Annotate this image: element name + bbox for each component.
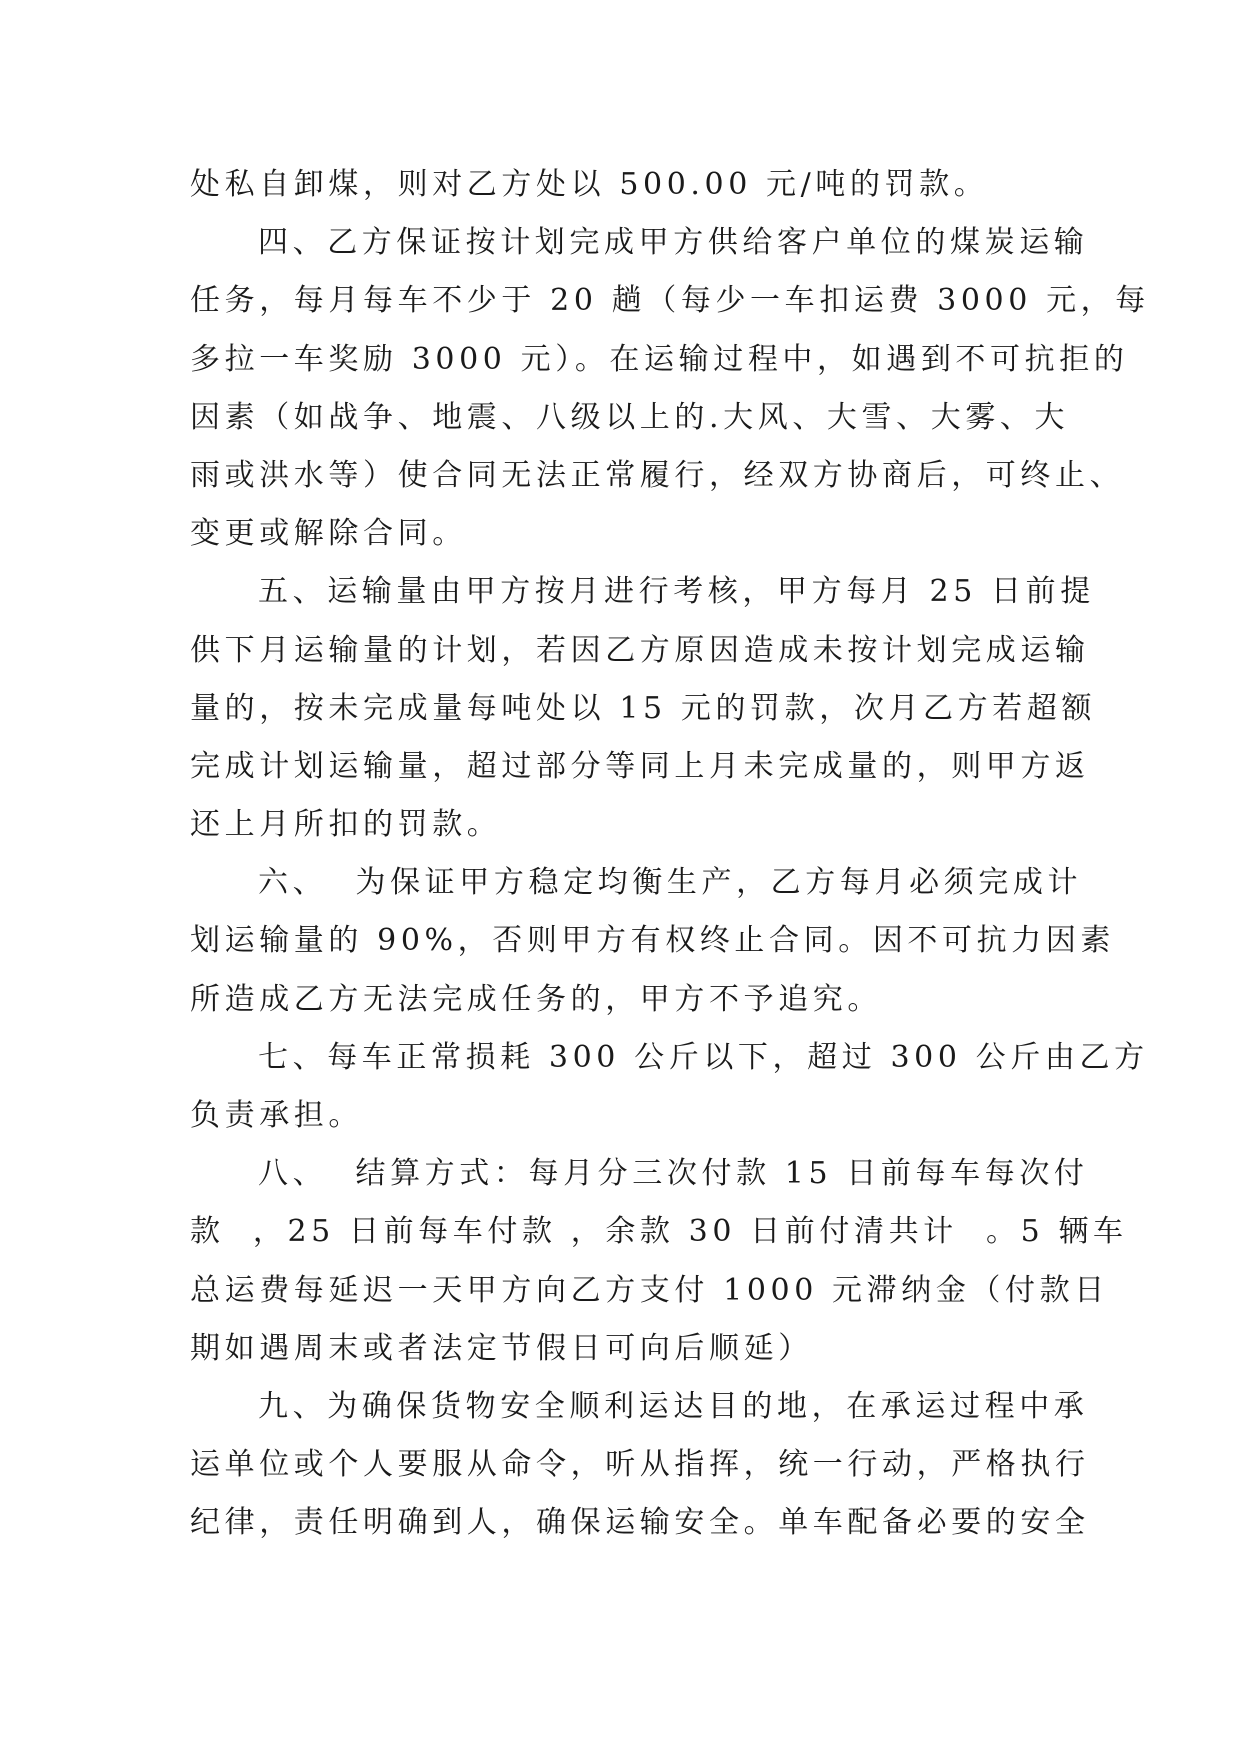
- text-line: 负责承担。: [190, 1098, 363, 1133]
- text-line: 雨或洪水等）使合同无法正常履行，经双方协商后，可终止、: [190, 457, 1125, 493]
- text-line: 五、运输量由甲方按月进行考核，甲方每月 25 日前提: [258, 574, 1095, 610]
- text-line: 完成计划运输量，超过部分等同上月未完成量的，则甲方返: [190, 748, 1090, 784]
- text-line: 因素（如战争、地震、八级以上的.大风、大雪、大雾、大: [190, 399, 1070, 435]
- text-line: 四、乙方保证按计划完成甲方供给客户单位的煤炭运输: [258, 225, 1089, 261]
- text-line: 量的，按未完成量每吨处以 15 元的罚款，次月乙方若超额: [190, 690, 1097, 726]
- clause-5: [190, 563, 1097, 854]
- text-line: 处私自卸煤，则对乙方处以 500.00 元/吨的罚款。: [190, 167, 989, 202]
- text-line: 纪律，责任明确到人，确保运输安全。单车配备必要的安全: [190, 1505, 1090, 1541]
- text-line: 期如遇周末或者法定节假日可向后顺延）: [190, 1330, 813, 1366]
- clause-4: [190, 214, 1150, 563]
- paragraph-continuation: [190, 156, 1050, 214]
- clause-6: [190, 854, 1116, 1029]
- text-line: 任务，每月每车不少于 20 趟（每少一车扣运费 3000 元，每: [190, 283, 1150, 319]
- clause-7: [190, 1029, 1149, 1145]
- text-line: 供下月运输量的计划，若因乙方原因造成未按计划完成运输: [190, 632, 1090, 668]
- text-line: 总运费每延迟一天甲方向乙方支付 1000 元滞纳金（付款日: [190, 1272, 1109, 1308]
- text-line: 划运输量的 90%，否则甲方有权终止合同。因不可抗力因素: [190, 923, 1116, 959]
- text-line: 七、每车正常损耗 300 公斤以下，超过 300 公斤由乙方: [258, 1039, 1149, 1075]
- text-line: 六、 为保证甲方稳定均衡生产，乙方每月必须完成计: [258, 865, 1083, 901]
- text-line: 还上月所扣的罚款。: [190, 807, 502, 843]
- text-line: 多拉一车奖励 3000 元）。在运输过程中，如遇到不可抗拒的: [190, 341, 1129, 377]
- text-line: 变更或解除合同。: [190, 516, 467, 552]
- text-line: 运单位或个人要服从命令，听从指挥，统一行动，严格执行: [190, 1447, 1090, 1483]
- text-line: 款 ，25 日前每车付款 ，余款 30 日前付清共计 。5 辆车: [190, 1214, 1128, 1250]
- text-line: 八、 结算方式：每月分三次付款 15 日前每车每次付: [258, 1156, 1089, 1192]
- text-line: 所造成乙方无法完成任务的，甲方不予追究。: [190, 981, 882, 1017]
- document-body: [190, 156, 1150, 1553]
- clause-8: [190, 1145, 1128, 1378]
- clause-9: [190, 1378, 1090, 1553]
- text-line: 九、为确保货物安全顺利运达目的地，在承运过程中承: [258, 1388, 1089, 1424]
